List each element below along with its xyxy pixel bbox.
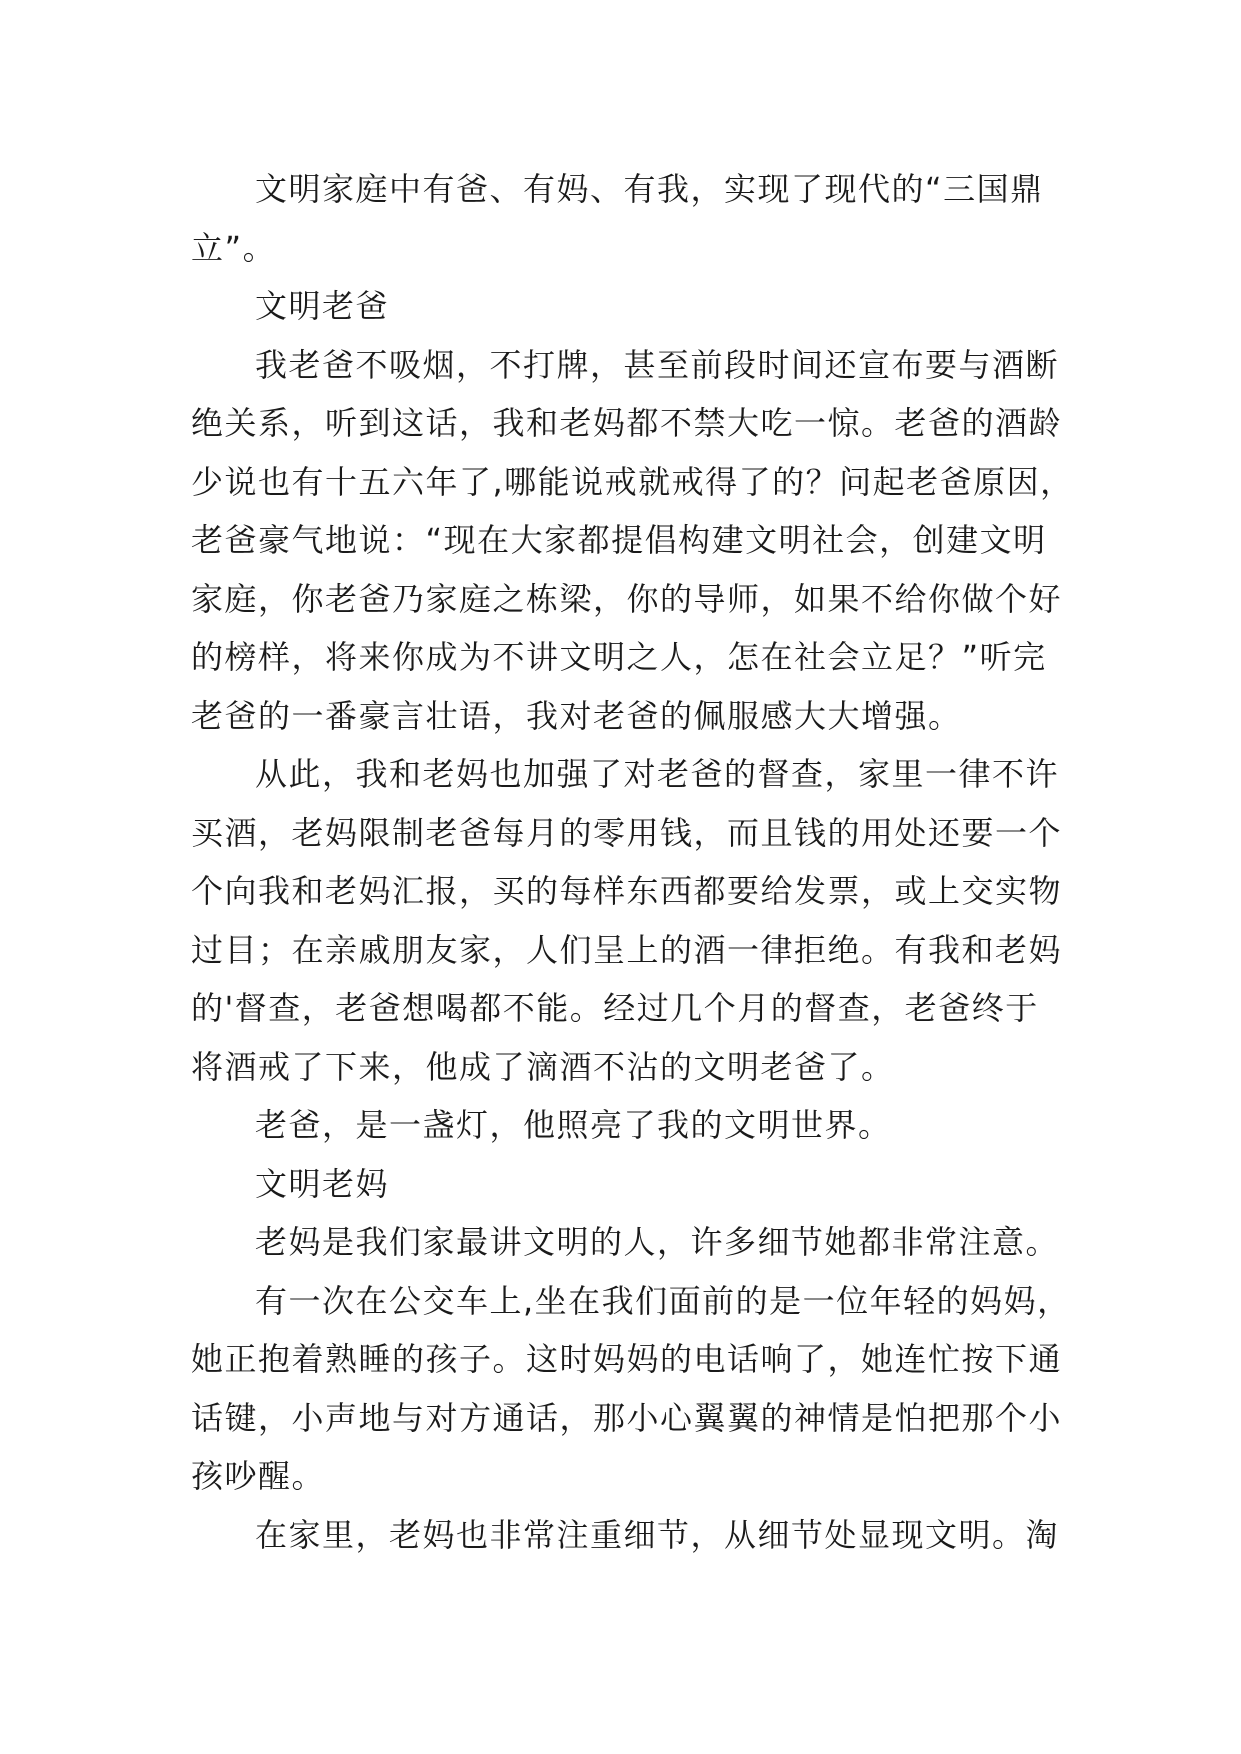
text-line: 老爸，是一盏灯，他照亮了我的文明世界。	[255, 1106, 892, 1144]
text-line: 孩吵醒。	[191, 1457, 326, 1495]
text-line: 立”。	[191, 228, 277, 267]
text-line: 她正抱着熟睡的孩子。这时妈妈的电话响了，她连忙按下通	[191, 1340, 1063, 1378]
text-line: 家庭，你老爸乃家庭之栋梁，你的导师，如果不给你做个好	[191, 579, 1063, 618]
text-line: 话键，小声地与对方通话，那小心翼翼的神情是怕把那个小	[191, 1398, 1063, 1437]
text-line: 有一次在公交车上,坐在我们面前的是一位年轻的妈妈，	[255, 1281, 1071, 1320]
text-line: 在家里，老妈也非常注重细节，从细节处显现文明。淘	[255, 1515, 1060, 1554]
text-line: 绝关系，听到这话，我和老妈都不禁大吃一惊。老爸的酒龄	[191, 404, 1063, 442]
text-line: 买酒，老妈限制老爸每月的零用钱，而且钱的用处还要一个	[191, 813, 1063, 852]
text-line: 的榜样，将来你成为不讲文明之人，怎在社会立足？”听完	[191, 638, 1047, 676]
text-line: 个向我和老妈汇报，买的每样东西都要给发票，或上交实物	[191, 872, 1063, 910]
text-line: 的'督查，老爸想喝都不能。经过几个月的督查，老爸终于	[191, 989, 1039, 1027]
text-line: 我老爸不吸烟，不打牌，甚至前段时间还宣布要与酒断	[255, 345, 1060, 384]
text-line: 将酒戒了下来，他成了滴酒不沾的文明老爸了。	[191, 1047, 895, 1086]
document-body	[191, 160, 1074, 1564]
section-heading-mom: 文明老妈	[255, 1164, 390, 1203]
text-line: 过目；在亲戚朋友家，人们呈上的酒一律拒绝。有我和老妈	[191, 930, 1063, 969]
section-heading-dad: 文明老爸	[255, 287, 390, 325]
text-line: 老妈是我们家最讲文明的人，许多细节她都非常注意。	[255, 1223, 1060, 1261]
text-line: 少说也有十五六年了,哪能说戒就戒得了的？问起老爸原因，	[191, 462, 1074, 501]
text-line: 从此，我和老妈也加强了对老爸的督查，家里一律不许	[255, 755, 1060, 793]
text-line: 老爸的一番豪言壮语，我对老爸的佩服感大大增强。	[191, 696, 962, 735]
text-line: 老爸豪气地说：“现在大家都提倡构建文明社会，创建文明	[191, 521, 1047, 559]
text-line: 文明家庭中有爸、有妈、有我，实现了现代的“三国鼎	[255, 170, 1044, 208]
